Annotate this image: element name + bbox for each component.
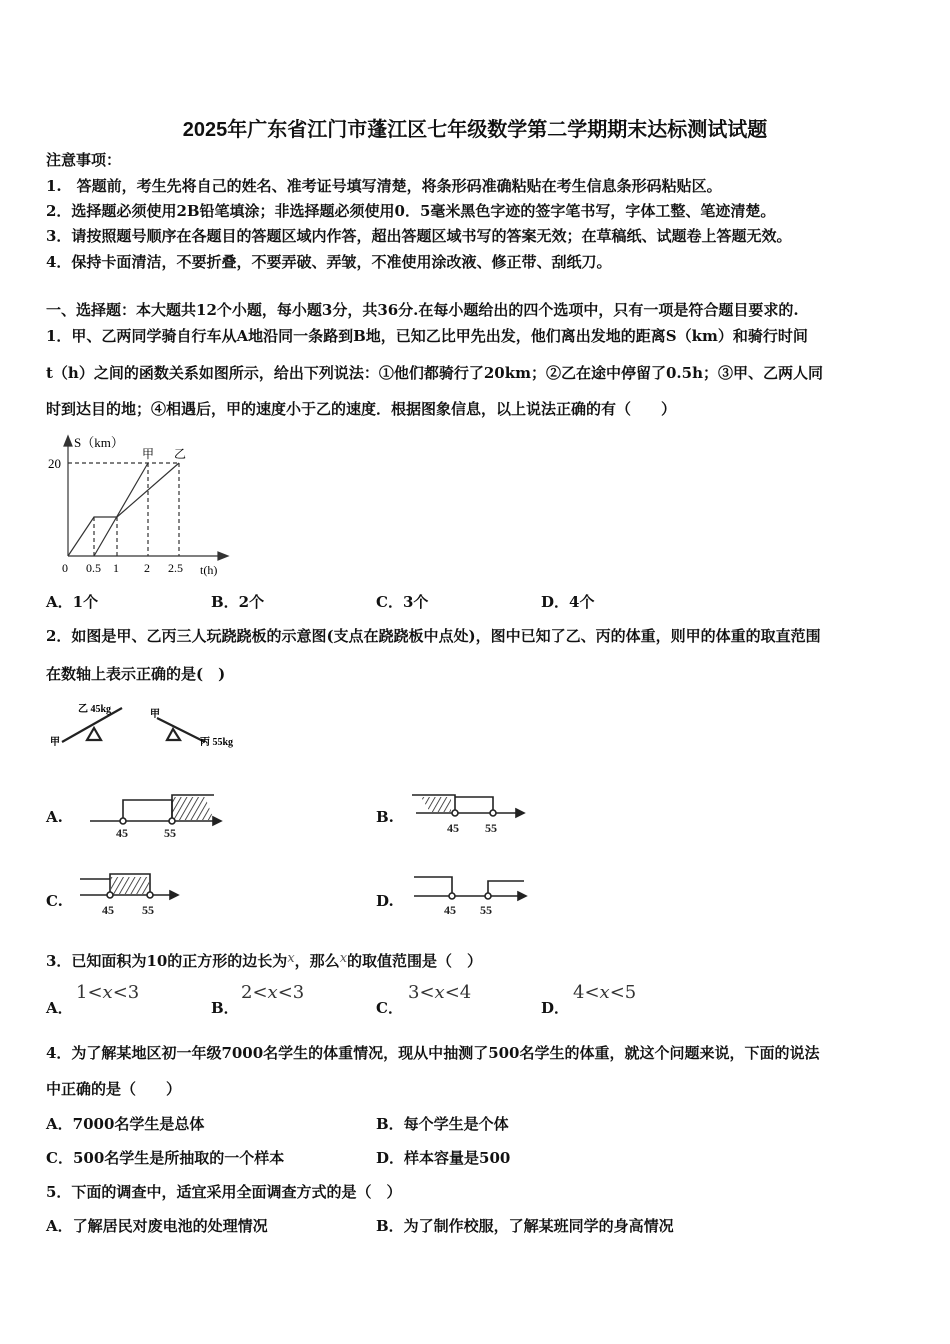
x-tick-label: 2 [144, 561, 150, 575]
q4-option-d[interactable]: D．样本容量是500 [376, 1149, 511, 1167]
x-tick-label: 2.5 [168, 561, 183, 575]
q3-stem-text: ，那么 [294, 952, 340, 970]
series-label-jia: 甲 [142, 447, 155, 461]
x-axis-label: t(h) [200, 563, 218, 577]
q1-option-a[interactable]: A．1个 [46, 593, 99, 611]
q2-line: 在数轴上表示正确的是( ) [46, 665, 226, 683]
q1-option-d[interactable]: D．4个 [541, 593, 595, 611]
q3-option-c-expr: 3<x<4 [408, 982, 472, 1003]
number-line-d [414, 877, 526, 900]
y-tick-label: 20 [48, 456, 61, 471]
q3-option-c[interactable]: C． [376, 999, 403, 1017]
q3-option-b[interactable]: B． [211, 999, 239, 1017]
tick-label: 55 [480, 903, 492, 917]
q3-option-d-expr: 4<x<5 [573, 982, 637, 1003]
q3-stem-text: 的取值范围是（ ） [347, 952, 483, 970]
q2-option-d[interactable]: D. [376, 892, 394, 910]
y-axis-arrow [64, 436, 72, 446]
q2-option-b[interactable]: B. [376, 808, 394, 826]
q3-stem-text: 3．已知面积为10的正方形的边长为 [46, 952, 288, 970]
x-tick-label: 0 [62, 561, 68, 575]
seesaw-label: 甲 [50, 737, 60, 748]
seesaw-label: 丙 55kg [200, 737, 234, 748]
q4-option-b[interactable]: B．每个学生是个体 [376, 1115, 509, 1133]
number-line-a [90, 795, 221, 825]
q3-option-b-expr: 2<x<3 [241, 982, 305, 1003]
notice-item: 1. 答题前，考生先将自己的姓名、准考证号填写清楚，将条形码准确粘贴在考生信息条形码粘贴区。 [46, 177, 722, 195]
q2-option-a[interactable]: A. [46, 808, 63, 826]
q4-line: 中正确的是（ ） [46, 1080, 182, 1098]
q3-stem [46, 949, 482, 971]
q4-option-a[interactable]: A．7000名学生是总体 [46, 1115, 205, 1133]
q3-var: x [287, 951, 295, 966]
seesaw-label: 甲 [150, 709, 160, 720]
series-jia-line [94, 463, 148, 556]
q4-option-c[interactable]: C．500名学生是所抽取的一个样本 [46, 1149, 285, 1167]
section-heading: 一、选择题：本大题共12个小题，每小题3分，共36分.在每小题给出的四个选项中，只有一项是符合题目要求的. [46, 301, 799, 319]
q1-option-b[interactable]: B．2个 [211, 593, 265, 611]
seesaw-label: 乙 45kg [78, 704, 112, 715]
page-title: 2025年广东省江门市蓬江区七年级数学第二学期期末达标测试试题 [182, 119, 768, 141]
x-tick-label: 0.5 [86, 561, 101, 575]
notice-item: 2．选择题必须使用2B铅笔填涂；非选择题必须使用0．5毫米黑色字迹的签字笔书写，字体工整、笔迹清楚。 [46, 202, 776, 220]
notice-item: 3．请按照题号顺序在各题目的答题区域内作答，超出答题区域书写的答案无效；在草稿纸、试题卷上答题无效。 [46, 227, 792, 245]
q5-option-a[interactable]: A．了解居民对废电池的处理情况 [46, 1217, 268, 1235]
q3-var: x [339, 951, 348, 966]
q1-option-c[interactable]: C．3个 [376, 593, 429, 611]
q3-option-a[interactable]: A． [46, 999, 73, 1017]
tick-label: 55 [485, 821, 497, 835]
q3-option-d[interactable]: D． [541, 999, 570, 1017]
notice-heading: 注意事项： [46, 151, 122, 169]
q1-line: 1．甲、乙两同学骑自行车从A地沿同一条路到B地，已知乙比甲先出发，他们离出发地的距离S（km）和骑行时间 [46, 327, 808, 345]
x-axis-arrow [218, 552, 228, 560]
q4-line: 4．为了解某地区初一年级7000名学生的体重情况，现从中抽测了500名学生的体重，就这个问题来说，下面的说法 [46, 1044, 820, 1062]
tick-label: 45 [116, 826, 128, 840]
tick-label: 55 [164, 826, 176, 840]
series-yi-line [68, 463, 179, 556]
q1-line: 时到达目的地；④相遇后，甲的速度小于乙的速度．根据图象信息，以上说法正确的有（ ） [46, 400, 677, 418]
tick-label: 55 [142, 903, 154, 917]
tick-label: 45 [444, 903, 456, 917]
q5-option-b[interactable]: B．为了制作校服，了解某班同学的身高情况 [376, 1217, 674, 1235]
q3-option-a-expr: 1<x<3 [76, 982, 140, 1003]
number-line-c [80, 874, 178, 899]
series-label-yi: 乙 [174, 447, 187, 461]
q2-line: 2．如图是甲、乙丙三人玩跷跷板的示意图(支点在跷跷板中点处)，图中已知了乙、丙的体重，则甲的体重的取直范围 [46, 627, 821, 645]
tick-label: 45 [102, 903, 114, 917]
q2-option-c[interactable]: C. [46, 892, 63, 910]
y-axis-label: S（km） [74, 435, 124, 450]
tick-label: 45 [447, 821, 459, 835]
q1-line: t（h）之间的函数关系如图所示，给出下列说法：①他们都骑行了20km；②乙在途中停留了0.5h；③甲、乙两人同 [46, 364, 823, 382]
number-line-b [412, 795, 524, 817]
q5-stem: 5．下面的调查中，适宜采用全面调查方式的是（ ） [46, 1183, 402, 1201]
x-tick-label: 1 [113, 561, 119, 575]
notice-item: 4．保持卡面清洁，不要折叠，不要弄破、弄皱，不准使用涂改液、修正带、刮纸刀。 [46, 253, 612, 271]
